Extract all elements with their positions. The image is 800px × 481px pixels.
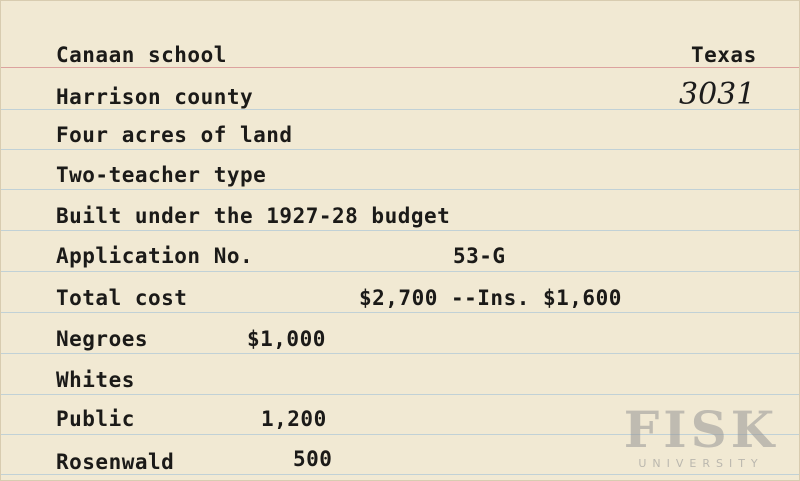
- application-label: Application No.: [56, 244, 254, 268]
- ruled-line: [1, 394, 799, 395]
- land-line: Four acres of land: [56, 123, 293, 147]
- public-label: Public: [56, 407, 135, 431]
- rosenwald-label: Rosenwald: [56, 450, 175, 474]
- ruled-line: [1, 353, 799, 354]
- ruled-line: [1, 271, 799, 272]
- ruled-line: [1, 189, 799, 190]
- header-rule: [1, 67, 799, 68]
- whites-label: Whites: [56, 368, 135, 392]
- card-number: 3031: [679, 77, 756, 112]
- ruled-line: [1, 149, 799, 150]
- public-value: 1,200: [261, 407, 327, 431]
- negroes-value: $1,000: [247, 327, 326, 351]
- watermark-name: FISK: [623, 400, 779, 459]
- total-cost-label: Total cost: [56, 286, 188, 310]
- watermark-subtitle: UNIVERSITY: [638, 457, 764, 470]
- application-number: 53-G: [453, 244, 506, 268]
- built-line: Built under the 1927-28 budget: [56, 204, 451, 228]
- school-name: Canaan school: [56, 43, 227, 67]
- state-name: Texas: [691, 43, 757, 67]
- ruled-line: [1, 230, 799, 231]
- ruled-line: [1, 312, 799, 313]
- negroes-label: Negroes: [56, 327, 149, 351]
- county-line: Harrison county: [56, 85, 254, 109]
- total-cost-value: $2,700 --Ins. $1,600: [359, 286, 622, 310]
- rosenwald-value: 500: [293, 447, 333, 471]
- fisk-watermark-logo: [615, 400, 787, 477]
- type-line: Two-teacher type: [56, 163, 267, 187]
